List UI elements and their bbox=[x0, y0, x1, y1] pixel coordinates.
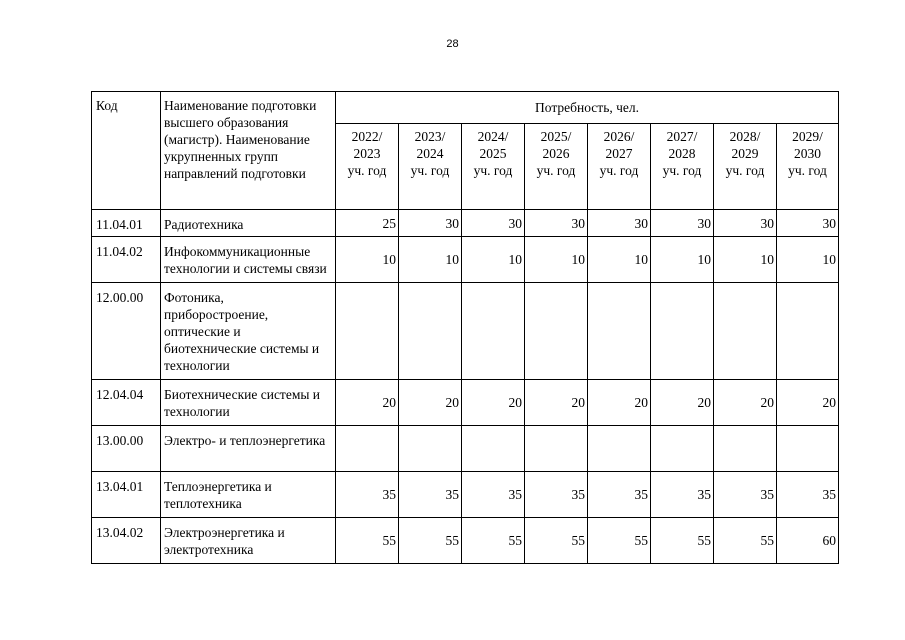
table-row bbox=[92, 237, 839, 283]
row-value: 20 bbox=[777, 380, 839, 426]
header-year-line2: 2028 bbox=[668, 146, 696, 161]
row-value: 35 bbox=[651, 472, 714, 518]
header-year-line1: 2028/ bbox=[729, 129, 761, 144]
header-year bbox=[714, 124, 777, 210]
row-value: 55 bbox=[399, 518, 462, 564]
row-value: 10 bbox=[588, 237, 651, 283]
table-row bbox=[92, 472, 839, 518]
row-value: 20 bbox=[462, 380, 525, 426]
row-value bbox=[462, 426, 525, 472]
header-year bbox=[336, 124, 399, 210]
row-value: 10 bbox=[525, 237, 588, 283]
header-year-line3: уч. год bbox=[347, 163, 387, 178]
header-year-line1: 2025/ bbox=[540, 129, 572, 144]
row-value bbox=[588, 426, 651, 472]
table-row bbox=[92, 283, 839, 380]
header-year-line1: 2022/ bbox=[351, 129, 383, 144]
row-value: 35 bbox=[588, 472, 651, 518]
row-code: 11.04.01 bbox=[92, 210, 161, 237]
row-value bbox=[399, 426, 462, 472]
row-name: Электро- и теплоэнергетика bbox=[161, 426, 336, 472]
row-value bbox=[777, 426, 839, 472]
row-code: 12.00.00 bbox=[92, 283, 161, 380]
row-value bbox=[336, 426, 399, 472]
row-value: 30 bbox=[777, 210, 839, 237]
row-value bbox=[714, 283, 777, 380]
row-value: 30 bbox=[462, 210, 525, 237]
row-value: 55 bbox=[714, 518, 777, 564]
row-name: Электроэнергетика и электротехника bbox=[161, 518, 336, 564]
header-year-line1: 2023/ bbox=[414, 129, 446, 144]
row-name: Биотехнические системы и технологии bbox=[161, 380, 336, 426]
row-value: 30 bbox=[525, 210, 588, 237]
row-value: 30 bbox=[651, 210, 714, 237]
table-row bbox=[92, 380, 839, 426]
row-value: 20 bbox=[714, 380, 777, 426]
header-year bbox=[525, 124, 588, 210]
header-year-line3: уч. год bbox=[725, 163, 765, 178]
header-year bbox=[777, 124, 839, 210]
row-value: 10 bbox=[399, 237, 462, 283]
header-year-line3: уч. год bbox=[473, 163, 513, 178]
row-value: 35 bbox=[777, 472, 839, 518]
row-value: 30 bbox=[588, 210, 651, 237]
row-value: 35 bbox=[525, 472, 588, 518]
row-value: 55 bbox=[588, 518, 651, 564]
header-code: Код bbox=[92, 92, 161, 210]
header-need: Потребность, чел. bbox=[336, 92, 839, 124]
row-value: 55 bbox=[336, 518, 399, 564]
table-row bbox=[92, 426, 839, 472]
row-code: 12.04.04 bbox=[92, 380, 161, 426]
row-value bbox=[399, 283, 462, 380]
header-year bbox=[462, 124, 525, 210]
header-year bbox=[399, 124, 462, 210]
header-year-line3: уч. год bbox=[410, 163, 450, 178]
row-value: 25 bbox=[336, 210, 399, 237]
table-row bbox=[92, 210, 839, 237]
header-year-line2: 2029 bbox=[731, 146, 759, 161]
row-value: 30 bbox=[714, 210, 777, 237]
row-value: 20 bbox=[336, 380, 399, 426]
header-year-line1: 2026/ bbox=[603, 129, 635, 144]
header-year-line1: 2027/ bbox=[666, 129, 698, 144]
header-row bbox=[92, 92, 839, 124]
row-value: 35 bbox=[399, 472, 462, 518]
row-code: 11.04.02 bbox=[92, 237, 161, 283]
header-year-line2: 2030 bbox=[794, 146, 821, 161]
header-year-line3: уч. год bbox=[599, 163, 639, 178]
row-value: 55 bbox=[525, 518, 588, 564]
row-value: 55 bbox=[651, 518, 714, 564]
row-code: 13.04.02 bbox=[92, 518, 161, 564]
header-year-line1: 2024/ bbox=[477, 129, 509, 144]
row-value bbox=[651, 283, 714, 380]
row-value: 60 bbox=[777, 518, 839, 564]
header-year-line2: 2027 bbox=[605, 146, 633, 161]
row-value bbox=[651, 426, 714, 472]
row-value: 10 bbox=[651, 237, 714, 283]
row-value: 10 bbox=[336, 237, 399, 283]
row-name: Теплоэнергетика и теплотехника bbox=[161, 472, 336, 518]
row-name: Радиотехника bbox=[161, 210, 336, 237]
row-value: 30 bbox=[399, 210, 462, 237]
row-name: Инфокоммуникационные технологии и системы связи bbox=[161, 237, 336, 283]
header-year-line2: 2025 bbox=[479, 146, 507, 161]
row-value bbox=[714, 426, 777, 472]
row-value: 35 bbox=[336, 472, 399, 518]
row-value: 20 bbox=[525, 380, 588, 426]
row-value: 20 bbox=[651, 380, 714, 426]
row-name: Фотоника, приборостроение, оптические и биотехнические системы и технологии bbox=[161, 283, 336, 380]
header-year bbox=[651, 124, 714, 210]
row-value bbox=[525, 283, 588, 380]
page-number: 28 bbox=[446, 38, 459, 50]
header-year-line3: уч. год bbox=[536, 163, 576, 178]
header-name: Наименование подготовки высшего образования (магистр). Наименование укрупненных групп направлений подготовки bbox=[161, 92, 336, 210]
demand-table bbox=[91, 91, 839, 564]
row-value: 55 bbox=[462, 518, 525, 564]
table-body bbox=[92, 210, 839, 564]
header-year-line2: 2024 bbox=[416, 146, 444, 161]
row-value: 10 bbox=[777, 237, 839, 283]
row-value bbox=[525, 426, 588, 472]
header-year-line3: уч. год bbox=[788, 163, 827, 178]
row-value: 35 bbox=[462, 472, 525, 518]
row-value: 20 bbox=[399, 380, 462, 426]
row-value bbox=[777, 283, 839, 380]
header-year bbox=[588, 124, 651, 210]
row-value: 10 bbox=[714, 237, 777, 283]
row-value bbox=[588, 283, 651, 380]
row-code: 13.04.01 bbox=[92, 472, 161, 518]
table-row bbox=[92, 518, 839, 564]
header-year-line2: 2026 bbox=[542, 146, 570, 161]
row-value: 10 bbox=[462, 237, 525, 283]
header-year-line2: 2023 bbox=[353, 146, 381, 161]
row-value: 35 bbox=[714, 472, 777, 518]
row-value bbox=[462, 283, 525, 380]
header-year-line1: 2029/ bbox=[792, 129, 823, 144]
header-year-line3: уч. год bbox=[662, 163, 702, 178]
row-value bbox=[336, 283, 399, 380]
row-value: 20 bbox=[588, 380, 651, 426]
row-code: 13.00.00 bbox=[92, 426, 161, 472]
